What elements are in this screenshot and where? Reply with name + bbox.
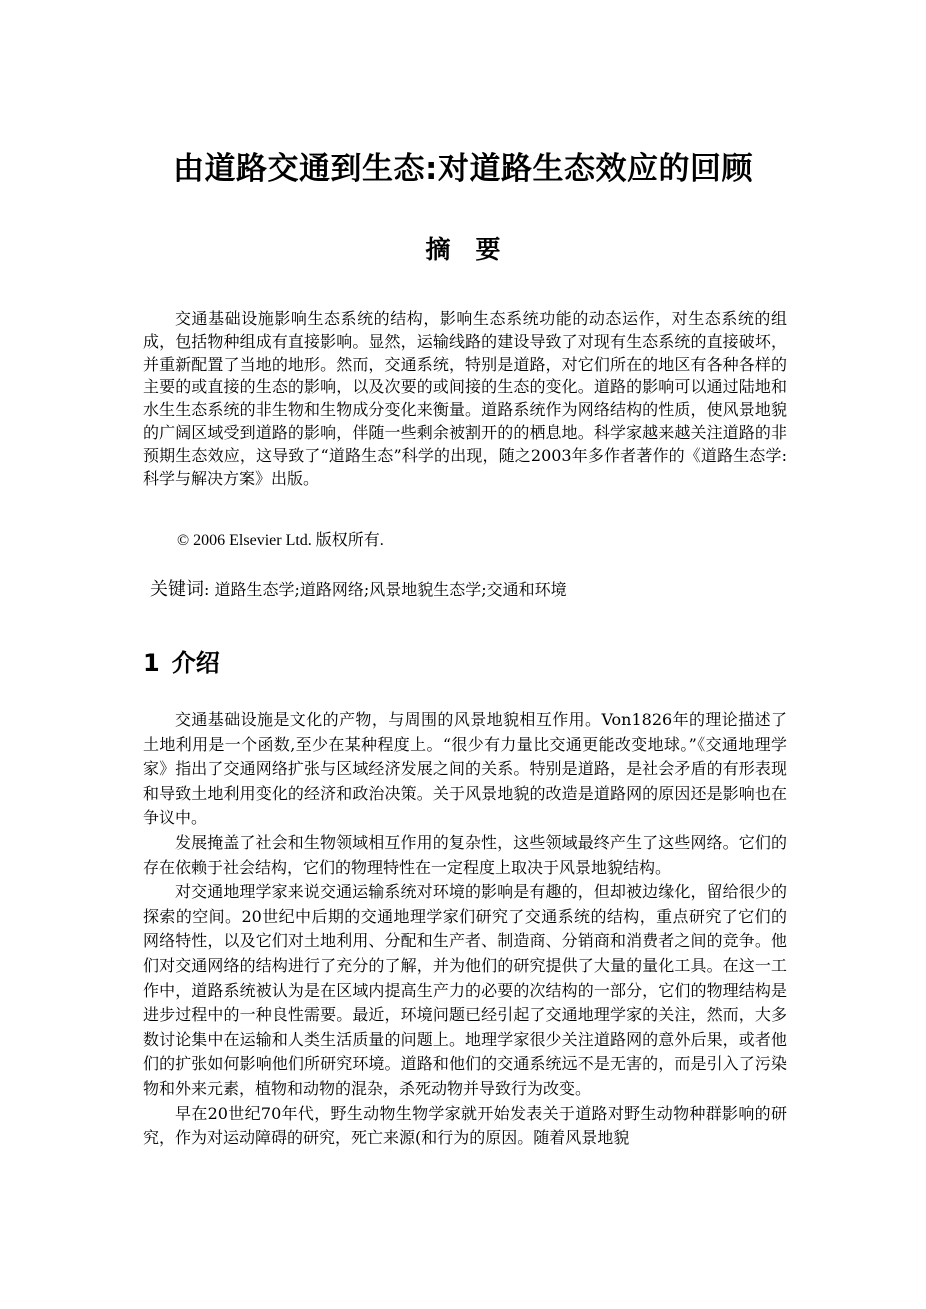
copyright-notice: © 2006 Elsevier Ltd. 版权所有. bbox=[177, 532, 384, 549]
body-paragraph: 早在20世纪70年代，野生动物生物学家就开始发表关于道路对野生动物种群影响的研究，作为对运动障碍的研究，死亡来源(和行为的原因。随着风景地貌 bbox=[143, 1103, 787, 1148]
section-number: 1 bbox=[143, 649, 160, 677]
section-heading bbox=[143, 643, 220, 678]
body-paragraph: 发展掩盖了社会和生物领域相互作用的复杂性，这些领域最终产生了这些网络。它们的存在依赖于社会结构，它们的物理特性在一定程度上取决于风景地貌结构。 bbox=[143, 832, 787, 877]
abstract-heading: 摘 要 bbox=[425, 235, 501, 264]
keywords-line bbox=[150, 575, 567, 601]
document-title: 由道路交通到生态:对道路生态效应的回顾 bbox=[173, 151, 753, 187]
section-body bbox=[143, 708, 787, 1151]
section-title: 介绍 bbox=[171, 649, 220, 677]
keywords-text: : 道路生态学;道路网络;风景地貌生态学;交通和环境 bbox=[204, 580, 567, 599]
body-paragraph: 交通基础设施是文化的产物，与周围的风景地貌相互作用。Von1826年的理论描述了土地利用是一个函数,至少在某种程度上。“很少有力量比交通更能改变地球。”《交通地理学家》指出了交通网络扩张与区域经济发展之间的关系。特别是道路，是社会矛盾的有形表现和导致土地利用变化的经济和政治决策。关于风景地貌的改造是道路网的原因还是影响也在争议中。 bbox=[143, 710, 787, 828]
abstract-body bbox=[143, 308, 787, 490]
body-paragraph: 对交通地理学家来说交通运输系统对环境的影响是有趣的，但却被边缘化，留给很少的探索的空间。20世纪中后期的交通地理学家们研究了交通系统的结构，重点研究了它们的网络特性，以及它们对土地利用、分配和生产者、制造商、分销商和消费者之间的竞争。他们对交通网络的结构进行了充分的了解，并为他们的研究提供了大量的量化工具。在这一工作中，道路系统被认为是在区域内提高生产力的必要的次结构的一部分，它们的物理结构是进步过程中的一种良性需要。最近，环境问题已经引起了交通地理学家的关注，然而，大多数讨论集中在运输和人类生活质量的问题上。地理学家很少关注道路网的意外后果，或者他们的扩张如何影响他们所研究环境。道路和他们的交通系统远不是无害的，而是引入了污染物和外来元素，植物和动物的混杂，杀死动物并导致行为改变。 bbox=[143, 882, 787, 1098]
abstract-paragraph: 交通基础设施影响生态系统的结构，影响生态系统功能的动态运作，对生态系统的组成，包括物种组成有直接影响。显然，运输线路的建设导致了对现有生态系统的直接破坏，并重新配置了当地的地形。然而，交通系统，特别是道路，对它们所在的地区有各种各样的主要的或直接的生态的影响，以及次要的或间接的生态的变化。道路的影响可以通过陆地和水生生态系统的非生物和生物成分变化来衡量。道路系统作为网络结构的性质，使风景地貌的广阔区域受到道路的影响，伴随一些剩余被割开的的栖息地。科学家越来越关注道路的非预期生态效应，这导致了“道路生态”科学的出现，随之2003年多作者著作的《道路生态学:科学与解决方案》出版。 bbox=[143, 309, 787, 488]
keywords-label: 关键词 bbox=[150, 579, 204, 600]
